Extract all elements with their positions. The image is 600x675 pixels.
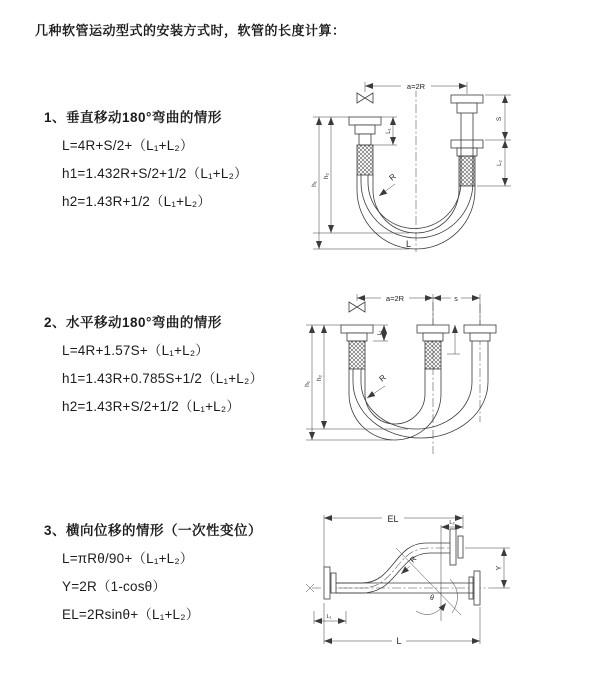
section-1-formula-h2: h2=1.43R+1/2（L₁+L₂） bbox=[62, 194, 212, 209]
dim-label-l2: L₂ bbox=[497, 160, 503, 166]
hose-displaced-position bbox=[336, 543, 450, 593]
dimension-l2 bbox=[497, 140, 505, 186]
middle-fitting bbox=[417, 325, 449, 369]
dim-label-l1: L₁ bbox=[326, 614, 332, 620]
dimension-radius bbox=[379, 172, 398, 196]
dimension-a-2r bbox=[357, 293, 480, 326]
right-fitting-moved bbox=[464, 325, 496, 341]
braided-hose-section bbox=[349, 341, 365, 369]
dimension-h2 bbox=[323, 117, 331, 233]
right-fitting-upper bbox=[451, 95, 483, 140]
hose-curves bbox=[349, 341, 488, 440]
diagram-3-lateral-displacement bbox=[298, 503, 578, 653]
section-3-formula-EL: EL=2Rsinθ+（L₁+L₂） bbox=[62, 607, 200, 622]
section-3-formula-Y: Y=2R（1-cosθ） bbox=[62, 579, 167, 594]
dim-label-radius: R bbox=[377, 372, 388, 384]
dim-label-l2: L₂ bbox=[449, 520, 455, 526]
dim-label-length: L bbox=[406, 239, 412, 249]
right-fitting-lower bbox=[451, 140, 483, 186]
diagram-2-horizontal-movement bbox=[300, 282, 592, 474]
section-1-formula-h1: h1=1.432R+S/2+1/2（L₁+L₂） bbox=[62, 166, 248, 181]
dim-label-y: Y bbox=[496, 565, 503, 571]
dim-label-s: s bbox=[454, 296, 458, 303]
dim-label-h2: h₂ bbox=[316, 374, 323, 382]
dim-label-radius: R bbox=[387, 171, 398, 183]
dimension-l1 bbox=[314, 611, 346, 624]
section-3-formula-L: L=πRθ/90+（L₁+L₂） bbox=[62, 551, 194, 566]
diagram-1-vertical-movement bbox=[305, 70, 573, 260]
left-flange bbox=[324, 567, 336, 599]
dimension-s bbox=[433, 293, 480, 303]
dimension-el bbox=[324, 513, 463, 568]
dim-label-theta: θ bbox=[430, 595, 434, 602]
dimension-l bbox=[324, 603, 480, 646]
dimension-radius bbox=[401, 554, 419, 574]
dim-label-s: S bbox=[496, 116, 503, 122]
dimension-l1 bbox=[373, 325, 388, 341]
dimension-l2 bbox=[441, 520, 463, 527]
dim-label-a2r: a=2R bbox=[406, 82, 426, 91]
section-2-heading: 2、水平移动180°弯曲的情形 bbox=[44, 315, 222, 330]
valve-icon bbox=[349, 302, 365, 312]
dim-label-l1: L₁ bbox=[377, 330, 383, 336]
section-1-formula-L: L=4R+S/2+（L₁+L₂） bbox=[62, 138, 194, 153]
dim-label-l1: L₁ bbox=[386, 128, 392, 134]
dim-label-h1: h₁ bbox=[311, 181, 318, 187]
dimension-h2 bbox=[316, 325, 324, 429]
braided-hose-section bbox=[357, 145, 373, 175]
section-2-formula-L: L=4R+1.57S+（L₁+L₂） bbox=[62, 343, 209, 358]
section-1-heading: 1、垂直移动180°弯曲的情形 bbox=[44, 110, 222, 125]
section-3-heading: 3、横向位移的情形（一次性变位） bbox=[44, 523, 263, 538]
dim-label-h1: h₁ bbox=[304, 381, 311, 387]
dim-label-h2: h₂ bbox=[323, 172, 330, 180]
section-2-formula-h2: h2=1.43R+S/2+1/2（L₁+L₂） bbox=[62, 399, 241, 414]
braided-hose-section bbox=[425, 341, 441, 369]
left-fitting bbox=[341, 325, 373, 369]
dim-label-a2r: a=2R bbox=[385, 294, 405, 303]
dimension-radius bbox=[367, 373, 388, 398]
valve-icon bbox=[357, 93, 373, 103]
page-title: 几种软管运动型式的安装方式时，软管的长度计算： bbox=[35, 23, 346, 38]
lower-right-flange bbox=[469, 571, 480, 605]
left-fitting bbox=[349, 117, 381, 175]
upper-right-flange bbox=[450, 529, 463, 565]
dim-label-el: EL bbox=[387, 514, 399, 524]
dim-label-l: L bbox=[396, 636, 402, 646]
section-2-formula-h1: h1=1.43R+0.785S+1/2（L₁+L₂） bbox=[62, 371, 264, 386]
dim-label-radius: R bbox=[408, 554, 419, 565]
